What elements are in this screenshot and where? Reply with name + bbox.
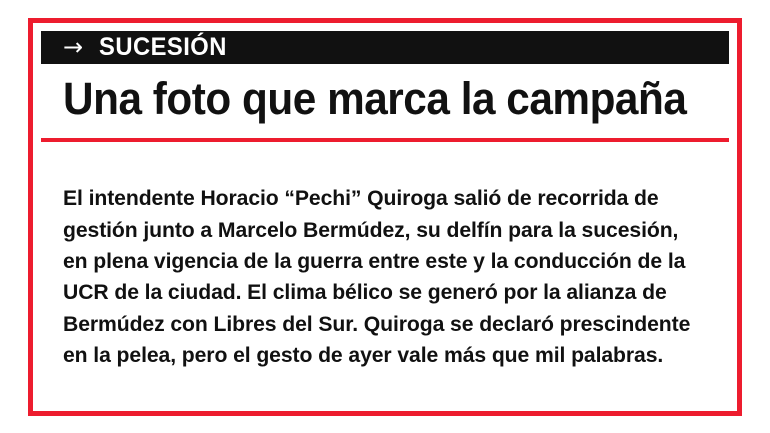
article-body-text: El intendente Horacio “Pechi” Quiroga salió de recorrida de gestión junto a Marcelo Bermúdez, su delfín para la sucesión, en plena vigencia de la guerra entre este y la conducción de la UCR de la ciudad. El clima bélico se generó por la alianza de Bermúdez con Libres del Sur. Quiroga se declaró prescindente en la pelea, pero el gesto de ayer vale más que mil palabras. (63, 186, 691, 368)
frame-inner (33, 23, 737, 411)
page-title: Una foto que marca la campaña (63, 73, 687, 125)
red-border-frame (28, 18, 742, 416)
kicker-label: SUCESIÓN (99, 33, 227, 62)
arrow-right-icon: → (63, 32, 84, 61)
headline-block (41, 64, 729, 134)
kicker-bar (41, 31, 729, 64)
body-block (41, 142, 729, 403)
